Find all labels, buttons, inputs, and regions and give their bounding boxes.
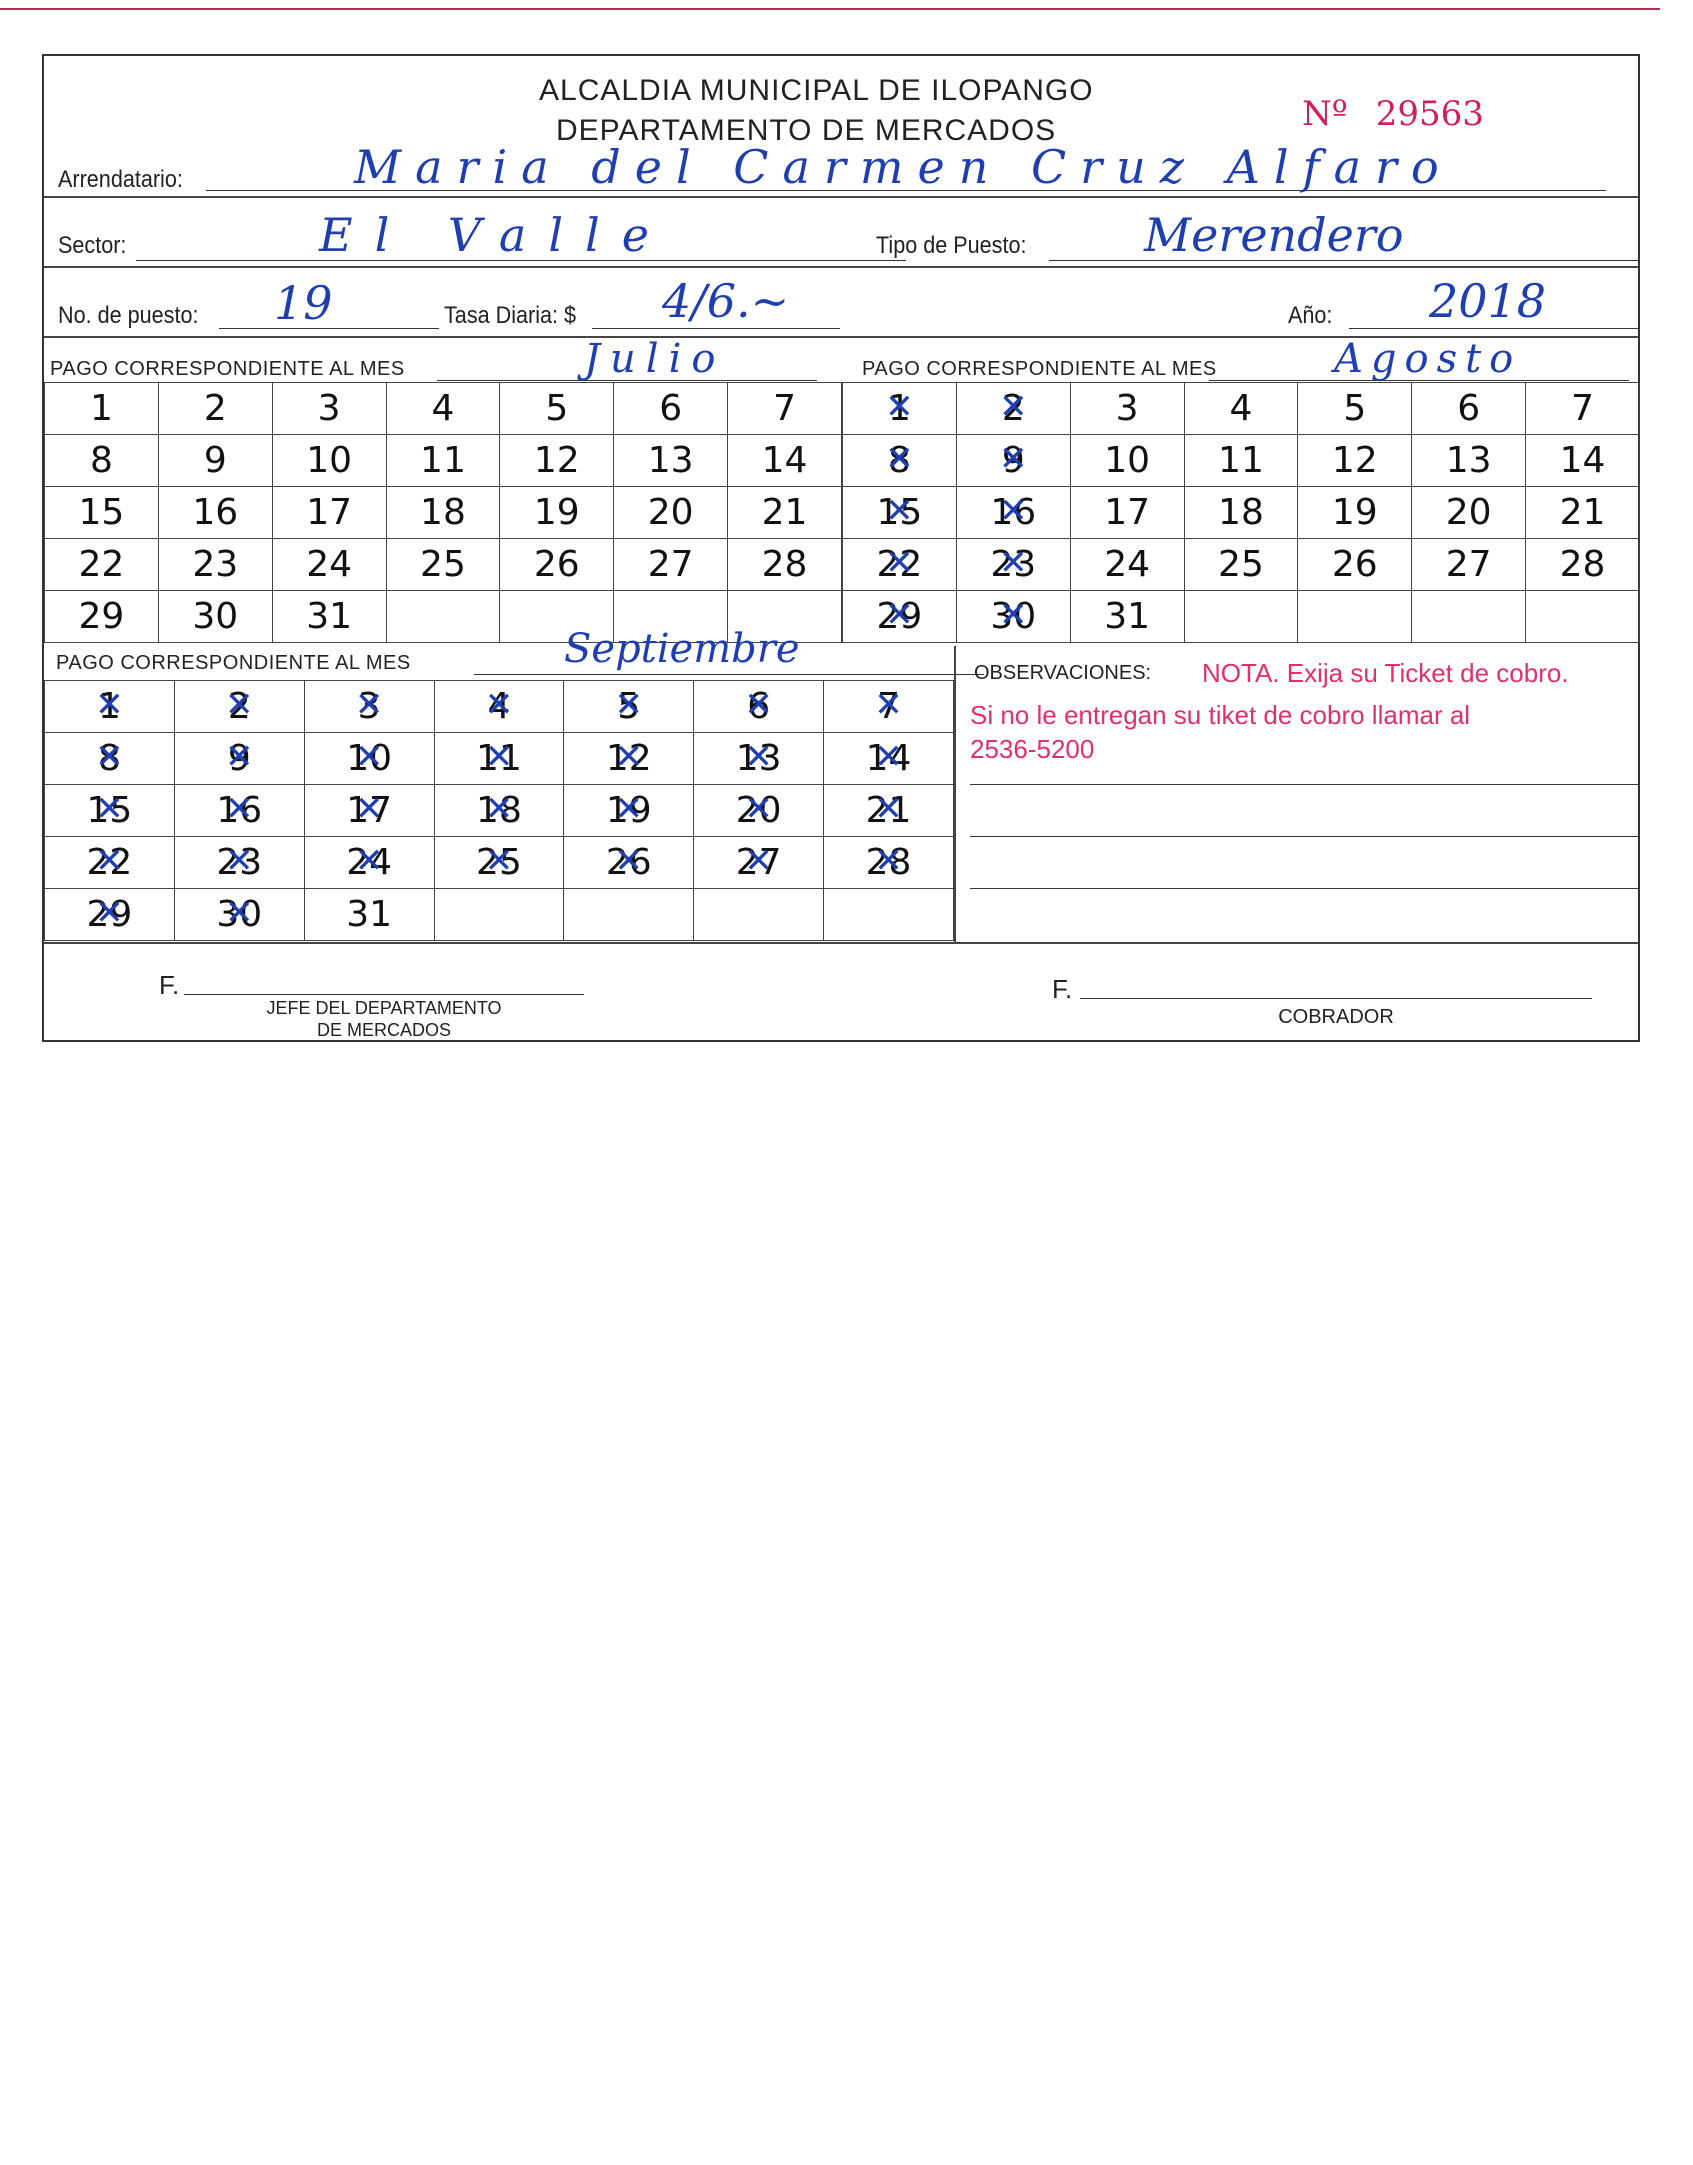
jefe-f-prefix: F. bbox=[159, 970, 180, 1000]
anio-underline bbox=[1349, 328, 1639, 329]
day-cell: 31 bbox=[1070, 591, 1184, 643]
grid-agosto bbox=[842, 382, 1640, 643]
day-cell: 18 bbox=[1184, 487, 1298, 539]
day-cell: 9 ✕ bbox=[956, 435, 1070, 487]
day-cell: 11 ✕ bbox=[434, 733, 564, 785]
day-cell bbox=[434, 889, 564, 941]
day-cell: 26 bbox=[1298, 539, 1412, 591]
day-cell: 18 ✕ bbox=[434, 785, 564, 837]
day-cell bbox=[1412, 591, 1526, 643]
day-cell: 2 ✕ bbox=[174, 681, 304, 733]
day-cell: 23 ✕ bbox=[956, 539, 1070, 591]
day-cell bbox=[386, 591, 500, 643]
day-cell: 26 ✕ bbox=[564, 837, 694, 889]
day-cell: 2 bbox=[158, 383, 272, 435]
day-cell: 20 bbox=[614, 487, 728, 539]
day-cell: 1 ✕ bbox=[45, 681, 175, 733]
month3-underline bbox=[474, 674, 984, 675]
title-line1: ALCALDIA MUNICIPAL DE ILOPANGO bbox=[539, 74, 1094, 107]
puesto-value: 19 bbox=[274, 276, 333, 330]
row-sector bbox=[44, 196, 1638, 268]
day-cell: 11 bbox=[386, 435, 500, 487]
day-cell: 23 ✕ bbox=[174, 837, 304, 889]
day-cell: 27 bbox=[614, 539, 728, 591]
day-cell: 17 bbox=[1070, 487, 1184, 539]
day-cell: 6 bbox=[614, 383, 728, 435]
day-cell: 12 bbox=[1298, 435, 1412, 487]
tasa-underline bbox=[592, 328, 840, 329]
day-cell: 28 ✕ bbox=[824, 837, 954, 889]
row-arrendatario bbox=[44, 56, 1638, 198]
day-cell: 6 bbox=[1412, 383, 1526, 435]
day-cell: 20 bbox=[1412, 487, 1526, 539]
sector-label: Sector: bbox=[58, 232, 127, 259]
day-cell: 7 ✕ bbox=[824, 681, 954, 733]
day-cell: 30 ✕ bbox=[956, 591, 1070, 643]
day-cell bbox=[564, 889, 694, 941]
nota-text: NOTA. Exija su Ticket de cobro. bbox=[1202, 658, 1569, 688]
day-cell: 5 bbox=[1298, 383, 1412, 435]
month3-value: Septiembre bbox=[564, 626, 800, 672]
day-cell: 29 ✕ bbox=[45, 889, 175, 941]
day-cell: 7 bbox=[1526, 383, 1640, 435]
day-cell: 30 ✕ bbox=[174, 889, 304, 941]
jefe-signature-line bbox=[184, 994, 584, 995]
day-cell: 19 bbox=[500, 487, 614, 539]
tasa-label: Tasa Diaria: $ bbox=[444, 302, 577, 329]
month1-value: Julio bbox=[584, 336, 726, 382]
tipo-label: Tipo de Puesto: bbox=[876, 232, 1027, 259]
day-cell: 10 bbox=[1070, 435, 1184, 487]
day-cell: 14 ✕ bbox=[824, 733, 954, 785]
day-cell: 28 bbox=[728, 539, 842, 591]
day-cell: 28 bbox=[1526, 539, 1640, 591]
observaciones-label: OBSERVACIONES: bbox=[974, 662, 1152, 684]
day-cell: 4 bbox=[386, 383, 500, 435]
month-label-1: PAGO CORRESPONDIENTE AL MES bbox=[50, 358, 405, 380]
day-cell: 25 bbox=[386, 539, 500, 591]
day-cell: 5 ✕ bbox=[564, 681, 694, 733]
day-cell: 16 ✕ bbox=[174, 785, 304, 837]
tipo-value: Merendero bbox=[1144, 208, 1404, 262]
day-cell bbox=[824, 889, 954, 941]
day-cell: 21 bbox=[728, 487, 842, 539]
day-cell: 3 bbox=[1070, 383, 1184, 435]
day-cell: 14 bbox=[728, 435, 842, 487]
day-cell: 5 bbox=[500, 383, 614, 435]
day-cell: 27 bbox=[1412, 539, 1526, 591]
day-cell: 30 bbox=[158, 591, 272, 643]
jefe-title-line2: DE MERCADOS bbox=[316, 1020, 451, 1040]
day-cell bbox=[1184, 591, 1298, 643]
day-cell: 4 ✕ bbox=[434, 681, 564, 733]
day-cell: 9 bbox=[158, 435, 272, 487]
serial-value: 29563 bbox=[1375, 94, 1484, 134]
day-cell bbox=[1526, 591, 1640, 643]
day-cell: 15 ✕ bbox=[843, 487, 957, 539]
payment-card bbox=[42, 54, 1640, 1042]
day-cell: 14 bbox=[1526, 435, 1640, 487]
day-cell: 8 ✕ bbox=[843, 435, 957, 487]
sector-value: El Valle bbox=[319, 208, 671, 262]
cobrador-f-prefix: F. bbox=[1052, 974, 1073, 1004]
day-cell: 19 ✕ bbox=[564, 785, 694, 837]
day-cell: 1 bbox=[45, 383, 159, 435]
month-label-2: PAGO CORRESPONDIENTE AL MES bbox=[862, 358, 1217, 380]
top-edge-line bbox=[0, 8, 1660, 10]
grid-julio bbox=[44, 382, 842, 643]
day-cell: 19 bbox=[1298, 487, 1412, 539]
puesto-label: No. de puesto: bbox=[58, 302, 199, 329]
anio-value: 2018 bbox=[1429, 274, 1547, 328]
obs-line bbox=[970, 888, 1638, 889]
day-cell: 10 bbox=[272, 435, 386, 487]
day-cell: 6 ✕ bbox=[694, 681, 824, 733]
day-cell: 12 bbox=[500, 435, 614, 487]
day-cell: 22 ✕ bbox=[843, 539, 957, 591]
day-cell: 17 ✕ bbox=[304, 785, 434, 837]
day-cell: 15 bbox=[45, 487, 159, 539]
day-cell: 16 ✕ bbox=[956, 487, 1070, 539]
grid-septiembre bbox=[44, 680, 954, 941]
day-cell: 15 ✕ bbox=[45, 785, 175, 837]
day-cell: 24 bbox=[1070, 539, 1184, 591]
day-cell: 22 ✕ bbox=[45, 837, 175, 889]
cobrador-signature-line bbox=[1080, 998, 1592, 999]
day-cell: 24 bbox=[272, 539, 386, 591]
arrendatario-label: Arrendatario: bbox=[58, 166, 183, 193]
day-cell: 13 bbox=[614, 435, 728, 487]
day-cell: 7 bbox=[728, 383, 842, 435]
day-cell: 25 ✕ bbox=[434, 837, 564, 889]
day-cell: 12 ✕ bbox=[564, 733, 694, 785]
observaciones-text1: Si no le entregan su tiket de cobro llamar al bbox=[970, 700, 1471, 730]
month-label-3: PAGO CORRESPONDIENTE AL MES bbox=[56, 652, 411, 674]
day-cell: 4 bbox=[1184, 383, 1298, 435]
month2-value: Agosto bbox=[1334, 336, 1522, 382]
day-cell: 18 bbox=[386, 487, 500, 539]
day-cell: 22 bbox=[45, 539, 159, 591]
observaciones-box bbox=[954, 646, 1642, 944]
day-cell: 13 bbox=[1412, 435, 1526, 487]
day-cell: 17 bbox=[272, 487, 386, 539]
anio-label: Año: bbox=[1288, 302, 1333, 329]
day-cell: 3 bbox=[272, 383, 386, 435]
day-cell bbox=[694, 889, 824, 941]
day-cell: 23 bbox=[158, 539, 272, 591]
day-cell: 29 bbox=[45, 591, 159, 643]
day-cell: 20 ✕ bbox=[694, 785, 824, 837]
day-cell: 16 bbox=[158, 487, 272, 539]
title-line2: DEPARTAMENTO DE MERCADOS bbox=[556, 114, 1057, 147]
day-cell: 24 ✕ bbox=[304, 837, 434, 889]
tasa-value: 4/6.~ bbox=[662, 274, 790, 328]
day-cell: 10 ✕ bbox=[304, 733, 434, 785]
day-cell: 9 ✕ bbox=[174, 733, 304, 785]
day-cell: 31 bbox=[304, 889, 434, 941]
day-cell: 1 ✕ bbox=[843, 383, 957, 435]
signature-area bbox=[44, 942, 1638, 1044]
obs-line bbox=[970, 836, 1638, 837]
day-cell: 26 bbox=[500, 539, 614, 591]
row-puesto bbox=[44, 266, 1638, 338]
obs-line bbox=[970, 784, 1638, 785]
arrendatario-value: Maria del Carmen Cruz Alfaro bbox=[354, 140, 1453, 194]
day-cell: 13 ✕ bbox=[694, 733, 824, 785]
day-cell: 8 bbox=[45, 435, 159, 487]
jefe-title-line1: JEFE DEL DEPARTAMENTO bbox=[266, 998, 502, 1018]
day-cell: 21 ✕ bbox=[824, 785, 954, 837]
day-cell: 2 ✕ bbox=[956, 383, 1070, 435]
day-cell: 31 bbox=[272, 591, 386, 643]
day-cell: 11 bbox=[1184, 435, 1298, 487]
day-cell: 25 bbox=[1184, 539, 1298, 591]
day-cell: 8 ✕ bbox=[45, 733, 175, 785]
day-cell: 3 ✕ bbox=[304, 681, 434, 733]
observaciones-text2: 2536-5200 bbox=[970, 734, 1095, 764]
day-cell: 21 bbox=[1526, 487, 1640, 539]
day-cell: 27 ✕ bbox=[694, 837, 824, 889]
day-cell: 29 ✕ bbox=[843, 591, 957, 643]
serial-prefix: Nº bbox=[1302, 94, 1348, 134]
cobrador-title: COBRADOR bbox=[1278, 1006, 1394, 1028]
day-cell bbox=[1298, 591, 1412, 643]
